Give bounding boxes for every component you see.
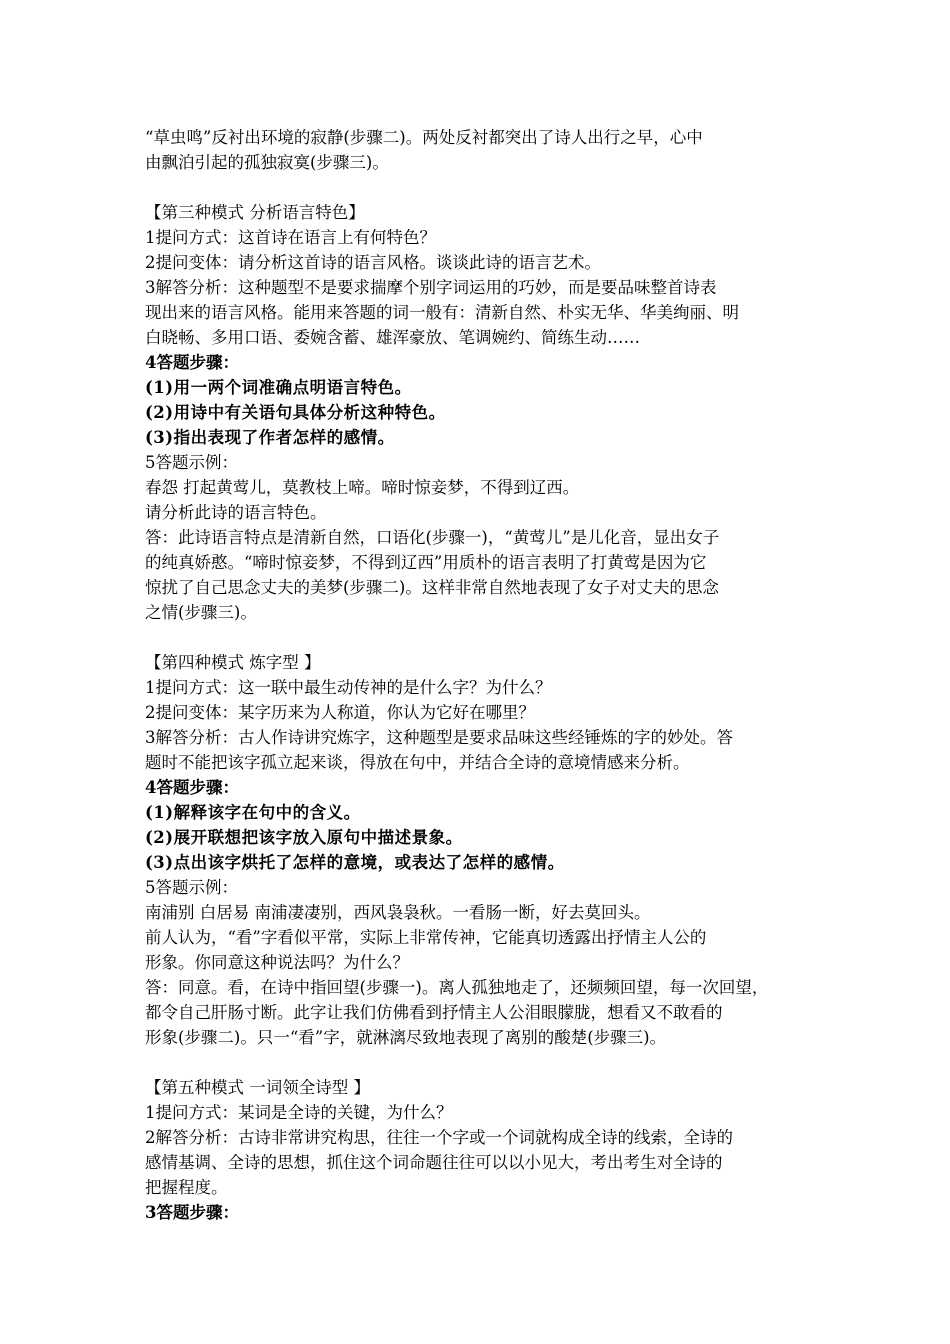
text-line: 春怨 打起黄莺儿，莫教枝上啼。啼时惊妾梦，不得到辽西。	[145, 478, 580, 497]
text-line: 感情基调、全诗的思想，抓住这个词命题往往可以以小见大，考出考生对全诗的	[145, 1153, 723, 1172]
text-line: 前人认为，“看”字看似平常，实际上非常传神，它能真切透露出抒情主人公的	[145, 928, 707, 947]
steps-heading: 3答题步骤：	[145, 1203, 239, 1222]
step-item: (2)展开联想把该字放入原句中描述景象。	[145, 828, 463, 847]
text-line: 1提问方式：这首诗在语言上有何特色？	[145, 228, 436, 247]
section-mode-3	[145, 200, 825, 625]
text-line: 2提问变体：请分析这首诗的语言风格。谈谈此诗的语言艺术。	[145, 253, 601, 272]
text-line: 之情(步骤三)。	[145, 603, 257, 622]
step-item: (1)用一两个词准确点明语言特色。	[145, 378, 412, 397]
section-heading: 【第五种模式 一词领全诗型 】	[145, 1078, 370, 1097]
text-line: 1提问方式：某词是全诗的关键，为什么？	[145, 1103, 453, 1122]
text-line: 1提问方式：这一联中最生动传神的是什么字？为什么？	[145, 678, 552, 697]
steps-heading: 4答题步骤：	[145, 778, 239, 797]
section-mode-5	[145, 1075, 825, 1225]
step-item: (3)点出该字烘托了怎样的意境，或表达了怎样的感情。	[145, 853, 565, 872]
text-line: 5答题示例：	[145, 453, 238, 472]
text-line: 白晓畅、多用口语、委婉含蓄、雄浑豪放、笔调婉约、简练生动……	[145, 328, 640, 347]
document-page	[145, 125, 825, 1225]
text-line: 3解答分析：这种题型不是要求揣摩个别字词运用的巧妙，而是要品味整首诗表	[145, 278, 717, 297]
step-item: (3)指出表现了作者怎样的感情。	[145, 428, 395, 447]
step-item: (2)用诗中有关语句具体分析这种特色。	[145, 403, 446, 422]
section-mode-4	[145, 650, 825, 1050]
intro-line: “草虫鸣”反衬出环境的寂静(步骤二)。两处反衬都突出了诗人出行之早，心中	[145, 128, 703, 147]
text-line: 题时不能把该字孤立起来谈，得放在句中，并结合全诗的意境情感来分析。	[145, 753, 690, 772]
text-line: 形象。你同意这种说法吗？为什么？	[145, 953, 409, 972]
steps-heading: 4答题步骤：	[145, 353, 239, 372]
text-line: 请分析此诗的语言特色。	[145, 503, 327, 522]
text-line: 2解答分析：古诗非常讲究构思，往往一个字或一个词就构成全诗的线索，全诗的	[145, 1128, 733, 1147]
text-line: 把握程度。	[145, 1178, 228, 1197]
text-line: 的纯真娇憨。“啼时惊妾梦，不得到辽西”用质朴的语言表明了打黄莺是因为它	[145, 553, 707, 572]
text-line: 都令自己肝肠寸断。此字让我们仿佛看到抒情主人公泪眼朦胧，想看又不敢看的	[145, 1003, 723, 1022]
text-line: 3解答分析：古人作诗讲究炼字，这种题型是要求品味这些经锤炼的字的妙处。答	[145, 728, 733, 747]
section-heading: 【第四种模式 炼字型 】	[145, 653, 321, 672]
text-line: 形象(步骤二)。只一“看”字，就淋漓尽致地表现了离别的酸楚(步骤三)。	[145, 1028, 667, 1047]
intro-line: 由飘泊引起的孤独寂寞(步骤三)。	[145, 153, 389, 172]
section-heading: 【第三种模式 分析语言特色】	[145, 203, 365, 222]
text-line: 答：同意。看，在诗中指回望(步骤一)。离人孤独地走了，还频频回望，每一次回望，	[145, 978, 769, 997]
text-line: 惊扰了自己思念丈夫的美梦(步骤二)。这样非常自然地表现了女子对丈夫的思念	[145, 578, 719, 597]
text-line: 5答题示例：	[145, 878, 238, 897]
text-line: 2提问变体：某字历来为人称道，你认为它好在哪里？	[145, 703, 535, 722]
text-line: 现出来的语言风格。能用来答题的词一般有：清新自然、朴实无华、华美绚丽、明	[145, 303, 739, 322]
text-line: 南浦别 白居易 南浦凄凄别，西风袅袅秋。一看肠一断，好去莫回头。	[145, 903, 651, 922]
text-line: 答：此诗语言特点是清新自然，口语化(步骤一)，“黄莺儿”是儿化音，显出女子	[145, 528, 720, 547]
step-item: (1)解释该字在句中的含义。	[145, 803, 361, 822]
